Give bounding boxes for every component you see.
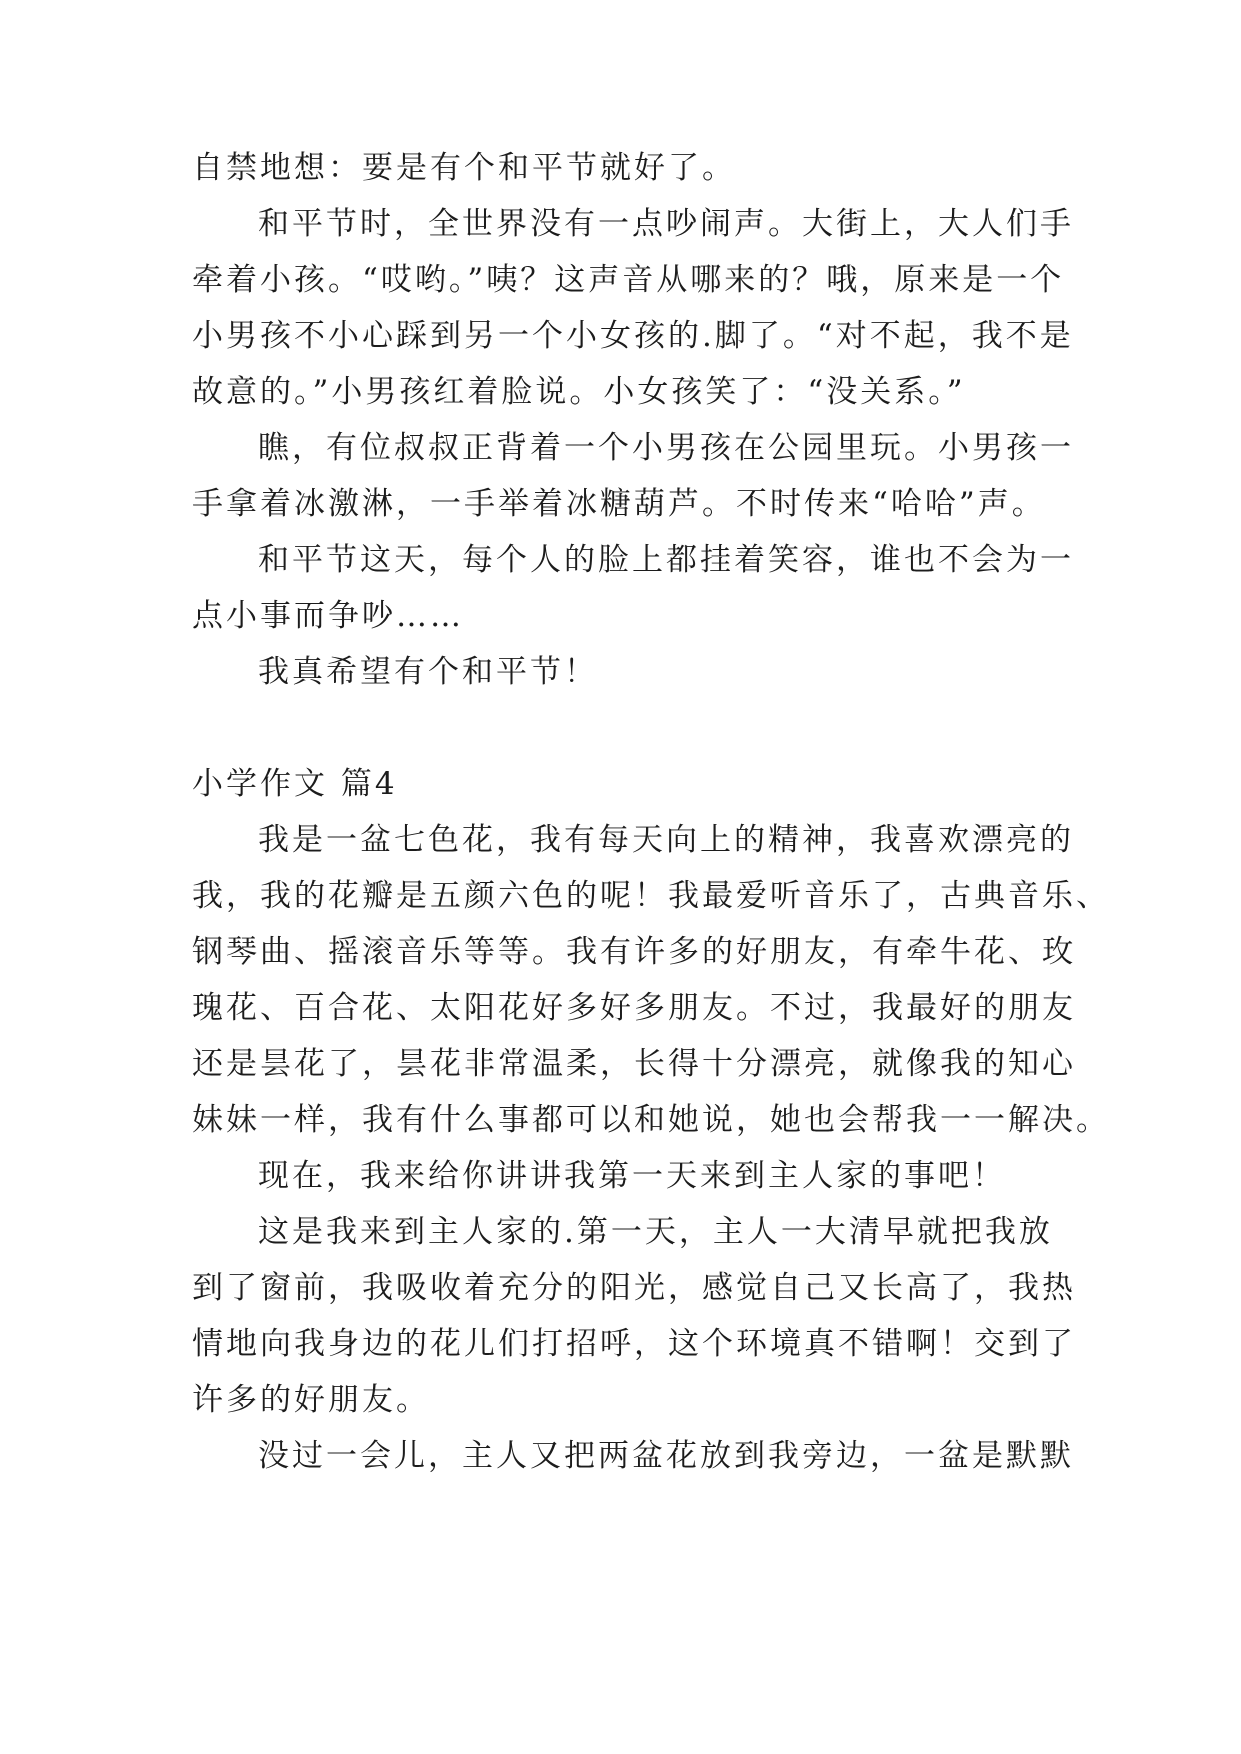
paragraph-first-line: 我是一盆七色花，我有每天向上的精神，我喜欢漂亮的 [258, 822, 1074, 858]
paragraph-first-line: 和平节时，全世界没有一点吵闹声。大街上，大人们手 [258, 206, 1074, 242]
paragraph-first-line: 这是我来到主人家的.第一天，主人一大清早就把我放 [258, 1214, 1053, 1250]
text-line: 情地向我身边的花儿们打招呼，这个环境真不错啊！交到了 [192, 1326, 1076, 1362]
text-line: 点小事而争吵…… [192, 598, 464, 634]
text-line: 自禁地想：要是有个和平节就好了。 [192, 150, 736, 186]
paragraph-first-line: 没过一会儿，主人又把两盆花放到我旁边，一盆是默默 [258, 1438, 1074, 1474]
section-heading: 小学作文 篇4 [192, 766, 398, 802]
paragraph-first-line: 现在，我来给你讲讲我第一天来到主人家的事吧！ [258, 1158, 1006, 1194]
text-line: 我，我的花瓣是五颜六色的呢！我最爱听音乐了，古典音乐、 [192, 878, 1110, 914]
paragraph-first-line: 我真希望有个和平节！ [258, 654, 598, 690]
paragraph-first-line: 和平节这天，每个人的脸上都挂着笑容，谁也不会为一 [258, 542, 1074, 578]
text-line: 钢琴曲、摇滚音乐等等。我有许多的好朋友，有牵牛花、玫 [192, 934, 1076, 970]
text-line: 许多的好朋友。 [192, 1382, 430, 1418]
text-line: 妹妹一样，我有什么事都可以和她说，她也会帮我一一解决。 [192, 1102, 1110, 1138]
paragraph-first-line: 瞧，有位叔叔正背着一个小男孩在公园里玩。小男孩一 [258, 430, 1074, 466]
text-line: 手拿着冰激淋，一手举着冰糖葫芦。不时传来“哈哈”声。 [192, 486, 1046, 522]
text-line: 瑰花、百合花、太阳花好多好多朋友。不过，我最好的朋友 [192, 990, 1076, 1026]
text-line: 还是昙花了，昙花非常温柔，长得十分漂亮，就像我的知心 [192, 1046, 1076, 1082]
text-line: 到了窗前，我吸收着充分的阳光，感觉自己又长高了，我热 [192, 1270, 1076, 1306]
text-line: 小男孩不小心踩到另一个小女孩的.脚了。“对不起，我不是 [192, 318, 1074, 354]
text-line: 故意的。”小男孩红着脸说。小女孩笑了：“没关系。” [192, 374, 966, 410]
text-line: 牵着小孩。“哎哟。”咦？这声音从哪来的？哦，原来是一个 [192, 262, 1065, 298]
